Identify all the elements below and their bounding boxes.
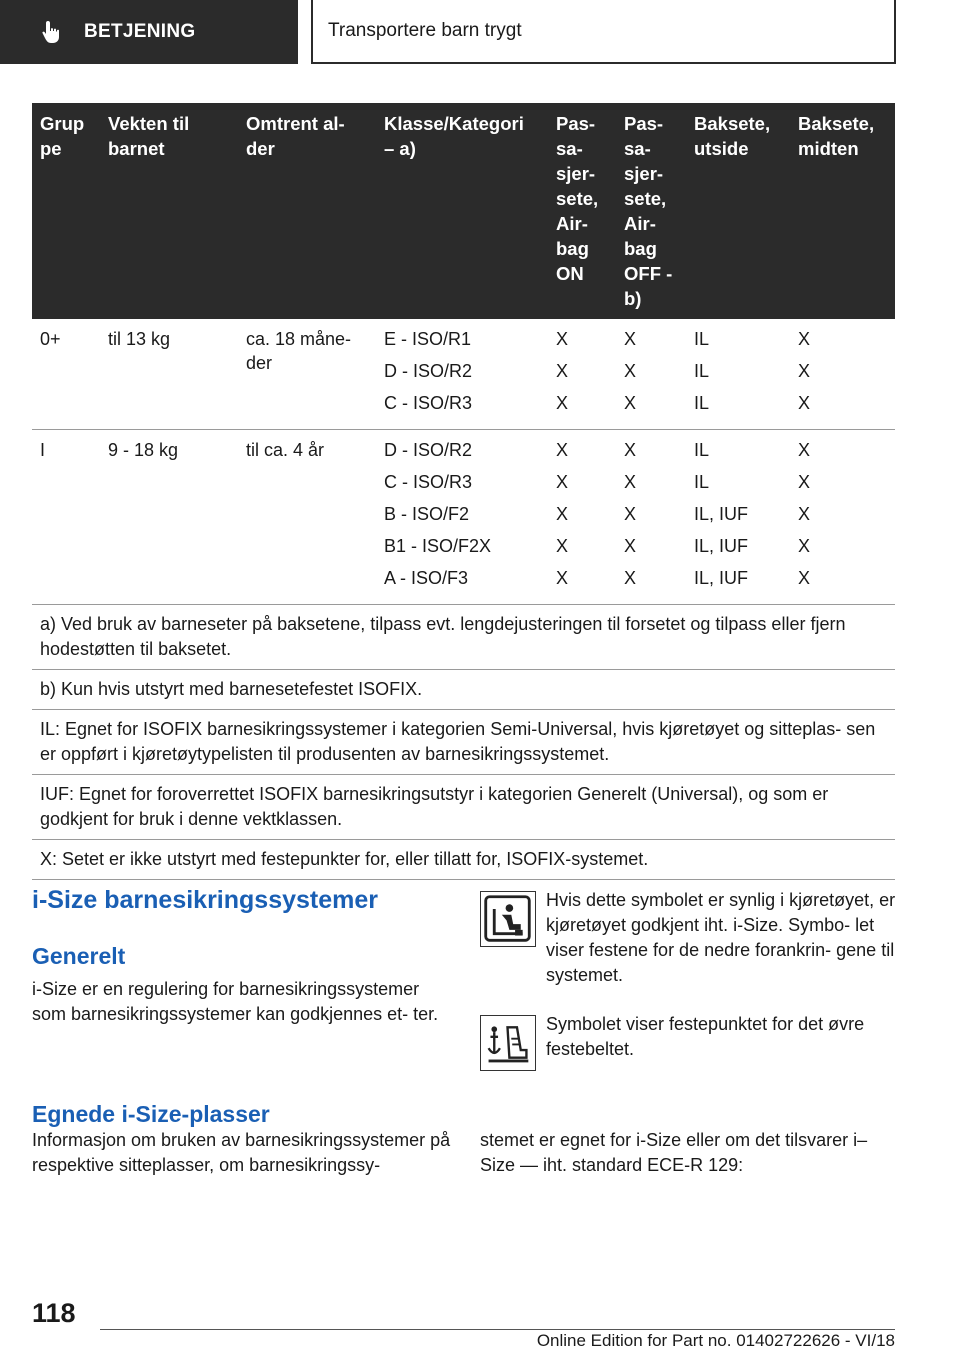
section-tab[interactable] (0, 0, 298, 64)
suitable-text-left: Informasjon om bruken av barnesikringssystemer på respektive sitteplasser, om barnesikringssy- (32, 1130, 451, 1175)
table-note: X: Setet er ikke utstyrt med festepunkter for, eller tillatt for, ISOFIX-systemet. (32, 840, 895, 880)
table-body (32, 319, 895, 605)
table-cell: X X X X X (624, 440, 637, 588)
suitable-heading: Egnede i-Size-plasser (32, 1101, 270, 1127)
general-text: i-Size er en regulering for barnesikringssystemer som barnesikringssystemer kan godkjennes et- ter. (32, 979, 439, 1024)
table-cell: ca. 18 måne- der (246, 329, 352, 373)
column-header: Vekten til barnet (108, 113, 190, 159)
table-row (32, 430, 895, 605)
table-notes (32, 605, 895, 880)
table-cell: IL IL IL, IUF IL, IUF IL, IUF (694, 440, 749, 588)
general-heading: Generelt (32, 943, 126, 969)
page-number: 118 (32, 1298, 76, 1328)
table-cell: IL IL IL (694, 329, 710, 413)
table-cell: X X X (798, 329, 811, 413)
isofix-table (32, 103, 895, 880)
isize-symbol-icon (480, 891, 536, 947)
column-header: Omtrent al- der (246, 113, 345, 159)
table-note: IUF: Egnet for foroverrettet ISOFIX barnesikringsutstyr i kategorien Generelt (Universal), og som er godkjent for bruk i denne vektklassen. (32, 775, 895, 840)
table-cell: til 13 kg (108, 329, 171, 349)
symbol2-text: Symbolet viser festepunktet for det øvre festebeltet. (546, 1014, 865, 1059)
table-cell: X X X (556, 329, 569, 413)
suitable-text-right: stemet er egnet for i-Size eller om det tilsvarer i– Size — iht. standard ECE-R 129: (480, 1130, 868, 1175)
table-cell: I (40, 440, 46, 460)
section-heading: i-Size barnesikringssystemer (32, 886, 378, 914)
column-header: Pas- sa- sjer- sete, Air- bag ON (556, 113, 599, 284)
section-label: BETJENING (84, 21, 196, 42)
page-title: Transportere barn trygt (311, 0, 896, 64)
symbol1-text: Hvis dette symbolet er synlig i kjøretøyet, er kjøretøyet godkjent iht. i-Size. Symbo- let viser festene for de nedre forankrin- gene til systemet. (546, 890, 896, 985)
table-cell: E - ISO/R1 D - ISO/R2 C - ISO/R3 (384, 329, 473, 413)
table-note: a) Ved bruk av barneseter på baksetene, tilpass evt. lengdejusteringen til forsetet og tilpass eller fjern hodestøtten til baksetet. (32, 605, 895, 670)
footer-divider (100, 1329, 895, 1330)
table-note: b) Kun hvis utstyrt med barnesetefestet ISOFIX. (32, 670, 895, 710)
table-cell: 0+ (40, 329, 61, 349)
table-header (32, 103, 895, 319)
table-cell: D - ISO/R2 C - ISO/R3 B - ISO/F2 B1 - ISO/F2X A - ISO/F3 (384, 440, 492, 588)
table-cell: til ca. 4 år (246, 440, 325, 460)
table-note: IL: Egnet for ISOFIX barnesikringssystemer i kategorien Semi-Universal, hvis kjøretøyet og sitteplas- sen er oppført i kjøretøytypelisten til produsenten av barnesikringssystemet. (32, 710, 895, 775)
edition-text: Online Edition for Part no. 01402722626 - VI/18 (536, 1331, 895, 1350)
column-header: Baksete, utside (694, 113, 771, 159)
table-cell: 9 - 18 kg (108, 440, 179, 460)
table-cell: X X X X X (798, 440, 811, 588)
table-cell: X X X (624, 329, 637, 413)
column-header: Klasse/Kategori – a) (384, 113, 524, 159)
column-header: Baksete, midten (798, 113, 875, 159)
column-header: Pas- sa- sjer- sete, Air- bag OFF - b) (624, 113, 673, 309)
column-header: Grup pe (40, 113, 85, 159)
table-row (32, 319, 895, 430)
tether-anchor-icon (480, 1015, 536, 1071)
hand-pointer-icon (40, 19, 66, 45)
table-cell: X X X X X (556, 440, 569, 588)
